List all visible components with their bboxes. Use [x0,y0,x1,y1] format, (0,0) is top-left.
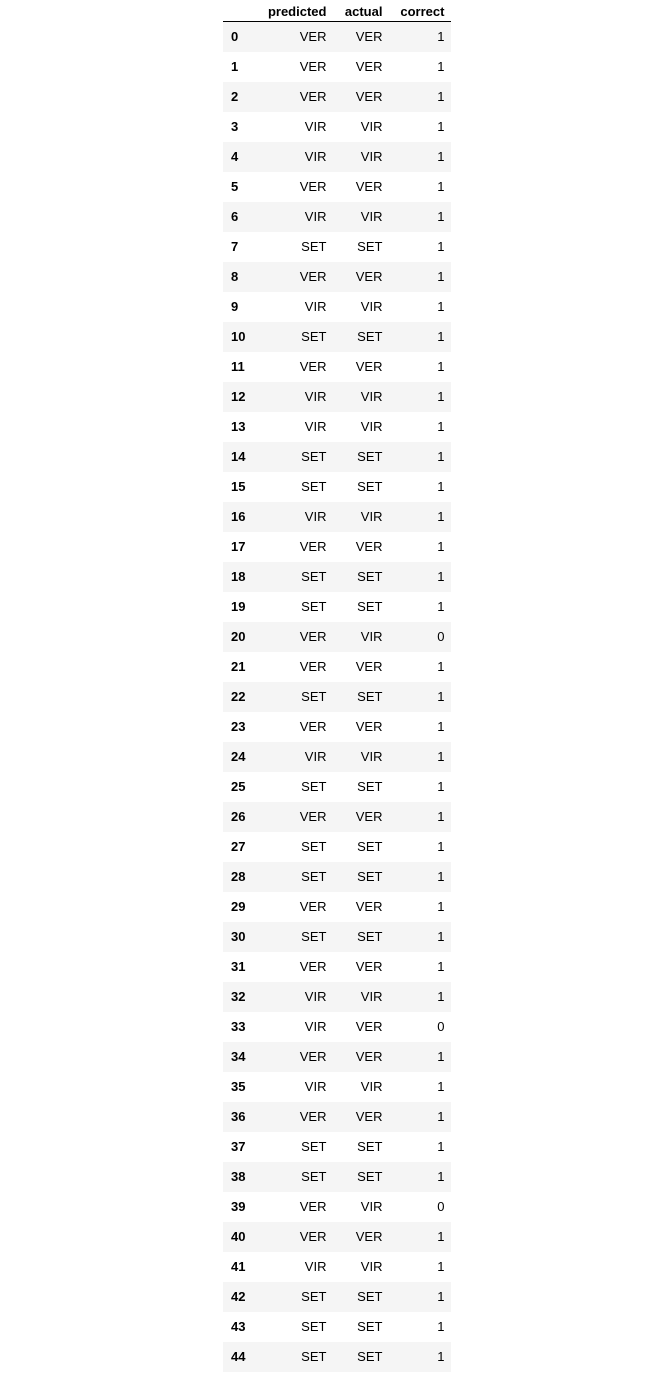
correct-cell: 1 [437,1349,445,1364]
row-index: 38 [231,1169,246,1184]
actual-cell: VER [355,89,383,104]
predicted-cell: VER [299,359,327,374]
actual-cell: SET [357,569,383,584]
table-row [223,1312,451,1342]
actual-cell: SET [357,449,383,464]
predicted-cell: VIR [304,1079,327,1094]
row-index: 43 [231,1319,246,1334]
correct-cell: 0 [437,629,445,644]
row-index: 33 [231,1019,246,1034]
actual-cell: VIR [360,389,383,404]
table-row [223,892,451,922]
predicted-cell: VIR [304,149,327,164]
correct-cell: 1 [437,869,445,884]
correct-cell: 1 [437,749,445,764]
actual-cell: SET [357,329,383,344]
correct-cell: 1 [437,989,445,1004]
table-row [223,982,451,1012]
predicted-cell: VER [299,1199,327,1214]
row-index: 15 [231,479,246,494]
actual-cell: VER [355,1109,383,1124]
row-index: 26 [231,809,246,824]
correct-cell: 1 [437,449,445,464]
actual-cell: VER [355,1049,383,1064]
correct-cell: 1 [437,1079,445,1094]
actual-cell: SET [357,1349,383,1364]
row-index: 22 [231,689,246,704]
row-index: 31 [231,959,246,974]
actual-cell: VER [355,59,383,74]
dataframe-output [223,0,451,1372]
table-row [223,412,451,442]
row-index: 20 [231,629,246,644]
correct-cell: 1 [437,329,445,344]
row-index: 25 [231,779,246,794]
table-row [223,232,451,262]
row-index: 3 [231,119,239,134]
predicted-cell: VER [299,59,327,74]
correct-cell: 0 [437,1199,445,1214]
table-row [223,862,451,892]
correct-cell: 1 [437,839,445,854]
actual-cell: VER [355,29,383,45]
row-index: 23 [231,719,246,734]
predicted-cell: VIR [304,1019,327,1034]
row-index: 36 [231,1109,246,1124]
row-index: 12 [231,389,246,404]
actual-cell: VER [355,959,383,974]
predicted-cell: VER [299,659,327,674]
predicted-cell: SET [301,1289,327,1304]
table-row [223,472,451,502]
predicted-cell: SET [301,1169,327,1184]
correct-cell: 1 [437,1229,445,1244]
row-index: 1 [231,59,239,74]
table-row [223,202,451,232]
actual-cell: VIR [360,149,383,164]
actual-cell: SET [357,1169,383,1184]
actual-cell: VER [355,899,383,914]
table-row [223,832,451,862]
row-index: 40 [231,1229,246,1244]
actual-cell: VER [355,179,383,194]
correct-cell: 1 [437,1139,445,1154]
correct-cell: 1 [437,959,445,974]
table-row [223,352,451,382]
row-index: 41 [231,1259,246,1274]
row-index: 5 [231,179,239,194]
correct-cell: 1 [437,719,445,734]
row-index: 10 [231,329,246,344]
table-row [223,802,451,832]
correct-cell: 1 [437,899,445,914]
predicted-cell: VIR [304,389,327,404]
table-row [223,1072,451,1102]
table-row [223,442,451,472]
predicted-cell: SET [301,1319,327,1334]
predicted-cell: SET [301,1139,327,1154]
row-index: 13 [231,419,246,434]
table-row [223,22,451,52]
correct-cell: 1 [437,29,445,45]
header-actual: actual [333,0,389,22]
actual-cell: VIR [360,1259,383,1274]
table-row [223,1342,451,1372]
table-row [223,652,451,682]
table-row [223,532,451,562]
predicted-cell: SET [301,239,327,254]
row-index: 34 [231,1049,246,1064]
row-index: 35 [231,1079,246,1094]
actual-cell: SET [357,1139,383,1154]
predicted-cell: SET [301,599,327,614]
actual-cell: SET [357,839,383,854]
actual-cell: SET [357,1319,383,1334]
table-row [223,562,451,592]
row-index: 11 [231,359,245,374]
correct-cell: 1 [437,539,445,554]
correct-cell: 1 [437,509,445,524]
correct-cell: 1 [437,1259,445,1274]
actual-cell: VIR [360,209,383,224]
row-index: 8 [231,269,239,284]
table-row [223,952,451,982]
correct-cell: 1 [437,479,445,494]
table-row [223,1162,451,1192]
row-index: 32 [231,989,246,1004]
table-row [223,112,451,142]
predicted-cell: VER [299,959,327,974]
table-row [223,1102,451,1132]
row-index: 7 [231,239,239,254]
correct-cell: 1 [437,809,445,824]
correct-cell: 1 [437,59,445,74]
predicted-cell: SET [301,689,327,704]
row-index: 9 [231,299,239,314]
actual-cell: VIR [360,1079,383,1094]
row-index: 6 [231,209,239,224]
row-index: 4 [231,149,239,164]
row-index: 30 [231,929,246,944]
table-row [223,142,451,172]
row-index: 21 [231,659,246,674]
row-index: 44 [231,1349,246,1364]
table-row [223,52,451,82]
predicted-cell: SET [301,479,327,494]
table-row [223,922,451,952]
predicted-cell: VER [299,89,327,104]
predicted-cell: SET [301,839,327,854]
actual-cell: VER [355,359,383,374]
correct-cell: 1 [437,1289,445,1304]
actual-cell: VIR [360,989,383,1004]
predicted-cell: VER [299,539,327,554]
correct-cell: 1 [437,359,445,374]
row-index: 16 [231,509,246,524]
table-header [223,0,451,22]
table-row [223,1042,451,1072]
correct-cell: 1 [437,419,445,434]
predicted-cell: VIR [304,419,327,434]
predicted-cell: VER [299,29,327,45]
actual-cell: SET [357,779,383,794]
correct-cell: 1 [437,689,445,704]
correct-cell: 1 [437,269,445,284]
predicted-cell: VIR [304,209,327,224]
predicted-cell: SET [301,569,327,584]
correct-cell: 1 [437,149,445,164]
actual-cell: VIR [360,419,383,434]
predicted-cell: VER [299,179,327,194]
actual-cell: VIR [360,1199,383,1214]
predicted-cell: SET [301,329,327,344]
predicted-cell: SET [301,779,327,794]
row-index: 0 [231,29,239,45]
table-row [223,1222,451,1252]
table-row [223,172,451,202]
table-row [223,622,451,652]
actual-cell: VER [355,659,383,674]
correct-cell: 1 [437,299,445,314]
correct-cell: 1 [437,779,445,794]
actual-cell: VIR [360,299,383,314]
predicted-cell: VIR [304,119,327,134]
table-body [223,22,451,1372]
row-index: 42 [231,1289,246,1304]
correct-cell: 1 [437,929,445,944]
predicted-cell: VER [299,629,327,644]
table-row [223,682,451,712]
table-row [223,712,451,742]
correct-cell: 1 [437,179,445,194]
predicted-cell: VER [299,1049,327,1064]
row-index: 2 [231,89,239,104]
table-row [223,1282,451,1312]
predicted-cell: SET [301,1349,327,1364]
correct-cell: 1 [437,659,445,674]
table-row [223,82,451,112]
actual-cell: VER [355,809,383,824]
row-index: 24 [231,749,246,764]
table-row [223,1252,451,1282]
predicted-cell: SET [301,449,327,464]
row-index: 29 [231,899,246,914]
predicted-cell: VIR [304,509,327,524]
row-index: 27 [231,839,246,854]
predicted-cell: VIR [304,299,327,314]
correct-cell: 1 [437,599,445,614]
actual-cell: SET [357,599,383,614]
table-row [223,592,451,622]
actual-cell: SET [357,239,383,254]
actual-cell: SET [357,929,383,944]
actual-cell: SET [357,479,383,494]
correct-cell: 1 [437,389,445,404]
actual-cell: VER [355,539,383,554]
row-index: 19 [231,599,246,614]
table-row [223,262,451,292]
row-index: 37 [231,1139,246,1154]
table-row [223,322,451,352]
correct-cell: 1 [437,1319,445,1334]
table-row [223,772,451,802]
table-row [223,1012,451,1042]
actual-cell: VIR [360,749,383,764]
predicted-cell: VER [299,809,327,824]
actual-cell: VER [355,269,383,284]
predicted-cell: VER [299,719,327,734]
actual-cell: VER [355,1019,383,1034]
correct-cell: 1 [437,89,445,104]
correct-cell: 0 [437,1019,445,1034]
row-index: 17 [231,539,246,554]
predicted-cell: VER [299,1229,327,1244]
header-correct: correct [389,0,451,22]
table-row [223,742,451,772]
predicted-cell: VER [299,269,327,284]
dataframe-table [223,0,451,1372]
actual-cell: VER [355,719,383,734]
table-row [223,1192,451,1222]
predicted-cell: VER [299,899,327,914]
table-row [223,382,451,412]
correct-cell: 1 [437,1169,445,1184]
correct-cell: 1 [437,239,445,254]
correct-cell: 1 [437,1049,445,1064]
correct-cell: 1 [437,569,445,584]
actual-cell: SET [357,869,383,884]
predicted-cell: SET [301,929,327,944]
header-index [223,0,253,22]
table-row [223,1132,451,1162]
correct-cell: 1 [437,209,445,224]
predicted-cell: SET [301,869,327,884]
actual-cell: SET [357,689,383,704]
actual-cell: VIR [360,509,383,524]
predicted-cell: VIR [304,1259,327,1274]
correct-cell: 1 [437,1109,445,1124]
row-index: 28 [231,869,246,884]
row-index: 14 [231,449,246,464]
table-row [223,292,451,322]
header-predicted: predicted [253,0,333,22]
predicted-cell: VER [299,1109,327,1124]
predicted-cell: VIR [304,749,327,764]
actual-cell: SET [357,1289,383,1304]
actual-cell: VIR [360,629,383,644]
actual-cell: VIR [360,119,383,134]
predicted-cell: VIR [304,989,327,1004]
actual-cell: VER [355,1229,383,1244]
header-row [223,0,451,22]
table-row [223,502,451,532]
row-index: 39 [231,1199,246,1214]
row-index: 18 [231,569,246,584]
correct-cell: 1 [437,119,445,134]
